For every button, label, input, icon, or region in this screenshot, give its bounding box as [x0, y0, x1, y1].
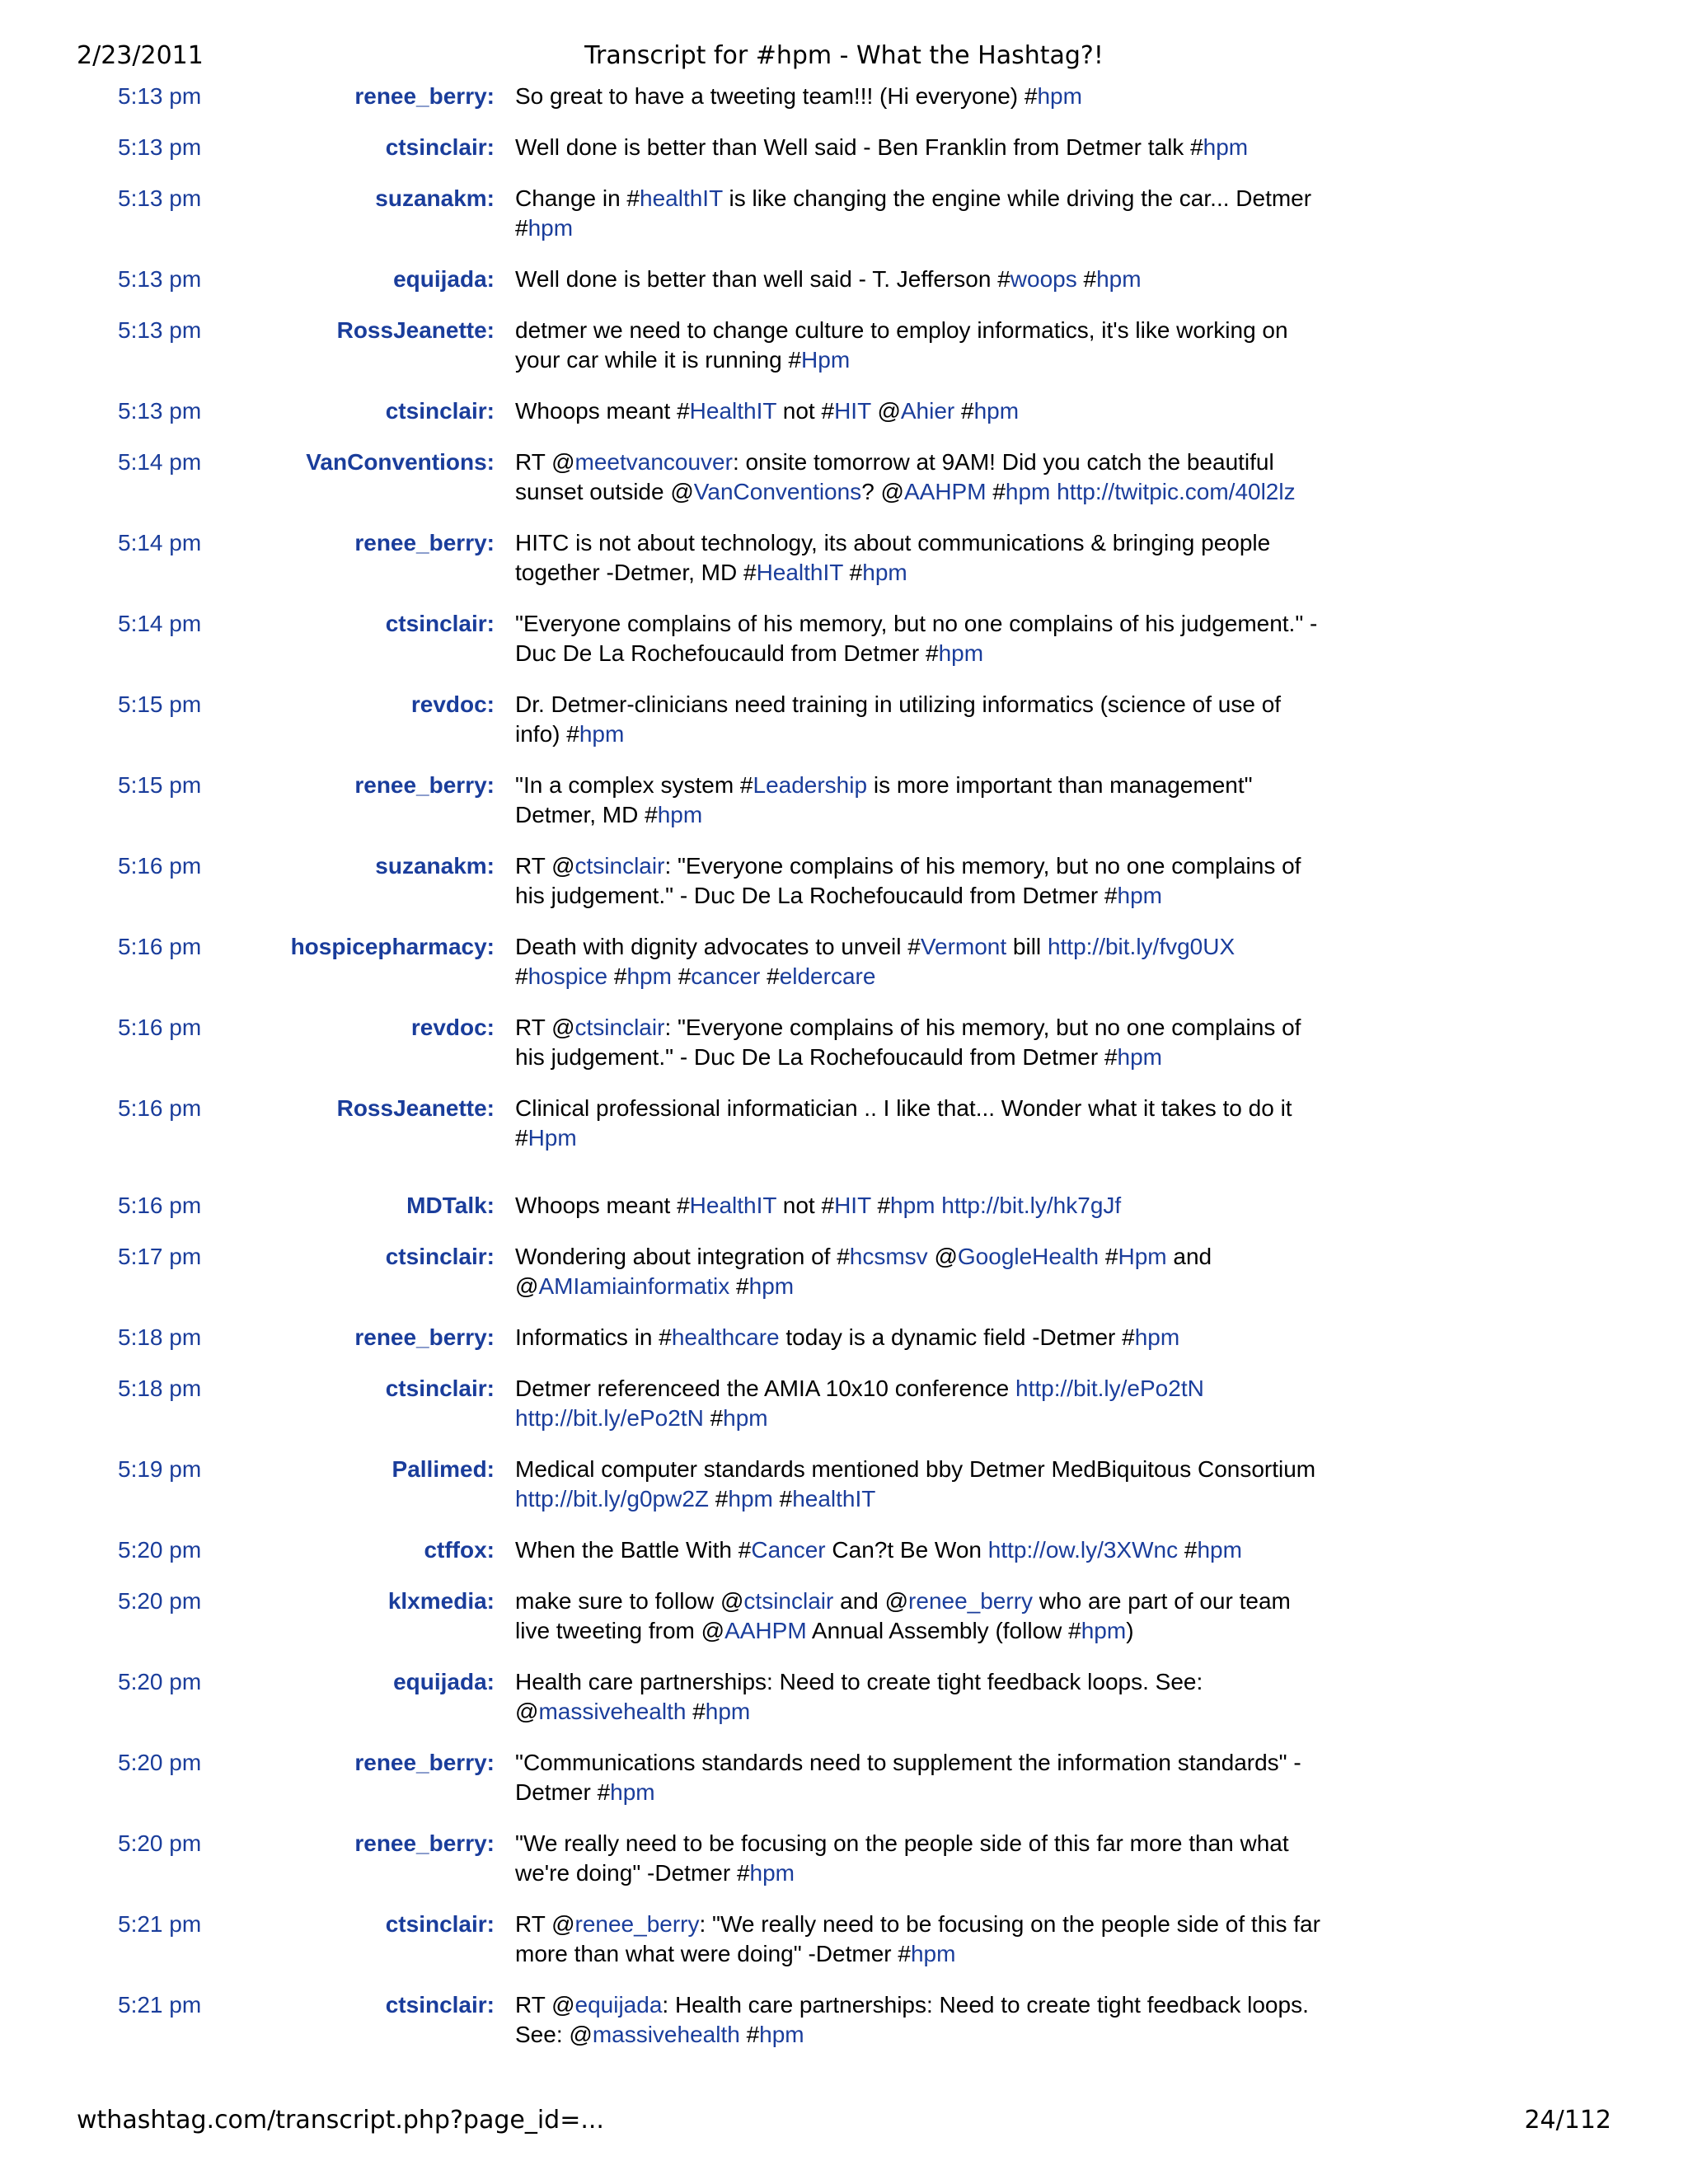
tweet-link[interactable]: healthcare: [671, 1324, 780, 1350]
tweet-link[interactable]: hcsmsv: [849, 1244, 928, 1269]
tweet-row: [0, 932, 1688, 991]
tweet-row: [0, 133, 1688, 162]
tweet-time-link[interactable]: 5:16 pm: [118, 853, 202, 879]
tweet-link[interactable]: http://bit.ly/ePo2tN: [1015, 1376, 1204, 1401]
tweet-message: [515, 1910, 1331, 1969]
tweet-user-link[interactable]: ctsinclair:: [385, 398, 495, 424]
tweet-message: [515, 1535, 1331, 1565]
tweet-text: #: [1099, 1244, 1118, 1269]
tweet-time-link[interactable]: 5:14 pm: [118, 530, 202, 555]
tweet-user-link[interactable]: renee_berry:: [354, 1750, 495, 1775]
tweet-link[interactable]: HIT: [834, 398, 871, 424]
tweet-text: make sure to follow @: [515, 1588, 744, 1614]
tweet-link[interactable]: massivehealth: [538, 1699, 687, 1724]
tweet-text: Detmer referenceed the AMIA 10x10 conference: [515, 1376, 1016, 1401]
tweet-link[interactable]: Hpm: [1118, 1244, 1167, 1269]
tweet-text: RT @: [515, 1992, 575, 2018]
tweet-user-link[interactable]: MDTalk:: [406, 1193, 495, 1218]
tweet-row: [0, 1667, 1688, 1727]
tweet-user-link[interactable]: revdoc:: [410, 1015, 495, 1040]
tweet-message: [515, 133, 1331, 162]
tweet-text: #: [671, 963, 692, 989]
tweet-link[interactable]: hpm: [1117, 1044, 1162, 1070]
tweet-text: #: [842, 560, 863, 585]
tweet-text: who are part of our team live tweeting from @: [515, 1588, 1291, 1643]
tweet-time-link[interactable]: 5:13 pm: [118, 266, 202, 292]
tweet-link[interactable]: hpm: [910, 1941, 956, 1966]
tweet-message: [515, 316, 1331, 375]
tweet-time-link[interactable]: 5:13 pm: [118, 185, 202, 211]
tweet-text: #: [760, 963, 780, 989]
tweet-message: [515, 1323, 1331, 1352]
tweet-text: #: [709, 1486, 729, 1511]
print-date: 2/23/2011: [77, 41, 204, 70]
tweet-link[interactable]: HIT: [834, 1193, 871, 1218]
tweet-link[interactable]: eldercare: [779, 963, 876, 989]
tweet-message: [515, 1829, 1331, 1888]
tweet-message: [515, 932, 1331, 991]
tweet-row: [0, 1094, 1688, 1153]
tweet-text: and @: [833, 1588, 909, 1614]
tweet-time-link[interactable]: 5:20 pm: [118, 1669, 202, 1694]
tweet-text: today is a dynamic field -Detmer #: [779, 1324, 1135, 1350]
tweet-text: Whoops meant #: [515, 398, 690, 424]
tweet-time-link[interactable]: 5:14 pm: [118, 611, 202, 636]
tweet-row: [0, 1013, 1688, 1072]
tweet-link[interactable]: hpm: [728, 1486, 773, 1511]
tweet-row: [0, 1455, 1688, 1514]
tweet-text: bill: [1006, 934, 1048, 959]
tweet-link[interactable]: hpm: [1117, 883, 1162, 908]
tweet-row: [0, 1191, 1688, 1221]
tweet-row: [0, 265, 1688, 294]
tweet-text: RT @: [515, 1911, 575, 1937]
tweet-time-link[interactable]: 5:20 pm: [118, 1588, 202, 1614]
tweet-message: [515, 184, 1331, 243]
tweet-text: Informatics in #: [515, 1324, 672, 1350]
page-url: wthashtag.com/transcript.php?page_id=...: [77, 2106, 604, 2135]
tweet-link[interactable]: hpm: [579, 721, 625, 747]
tweet-text: RT @: [515, 449, 575, 475]
tweet-user-link[interactable]: klxmedia:: [387, 1588, 495, 1614]
tweet-link[interactable]: renee_berry: [574, 1911, 700, 1937]
tweet-link[interactable]: HealthIT: [689, 398, 776, 424]
tweet-text: Annual Assembly (follow #: [806, 1618, 1081, 1643]
tweet-row: [0, 1586, 1688, 1646]
tweet-message: [515, 1667, 1331, 1727]
tweet-link[interactable]: http://bit.ly/fvg0UX: [1047, 934, 1236, 959]
tweet-link[interactable]: ctsinclair: [574, 1015, 665, 1040]
tweet-user-link[interactable]: renee_berry:: [354, 772, 495, 798]
tweet-text: Whoops meant #: [515, 1193, 690, 1218]
tweet-user-link[interactable]: Pallimed:: [392, 1456, 495, 1482]
tweet-link[interactable]: healthIT: [640, 185, 723, 211]
tweet-link[interactable]: hpm: [938, 640, 984, 666]
tweet-message: [515, 82, 1331, 111]
tweet-message: [515, 448, 1331, 507]
tweet-time-link[interactable]: 5:16 pm: [118, 934, 202, 959]
tweet-time-link[interactable]: 5:17 pm: [118, 1244, 202, 1269]
tweet-message: [515, 265, 1331, 294]
tweet-link[interactable]: hpm: [626, 963, 672, 989]
tweet-text: : "Everyone complains of his memory, but no one complains of his judgement." - Duc De La Rochefoucauld from Detmer #: [515, 853, 1301, 908]
tweet-user-link[interactable]: revdoc:: [410, 691, 495, 717]
tweet-time-link[interactable]: 5:19 pm: [118, 1456, 202, 1482]
tweet-text: not #: [776, 1193, 835, 1218]
tweet-link[interactable]: hpm: [1203, 134, 1249, 160]
tweet-row: [0, 690, 1688, 749]
tweet-text: : "Everyone complains of his memory, but no one complains of his judgement." - Duc De La Rochefoucauld from Detmer #: [515, 1015, 1301, 1070]
tweet-row: [0, 1910, 1688, 1969]
tweet-link[interactable]: Leadership: [753, 772, 868, 798]
page-footer: [77, 2106, 1611, 2142]
tweet-link[interactable]: ctsinclair: [743, 1588, 834, 1614]
tweet-link[interactable]: hpm: [973, 398, 1020, 424]
tweet-time-link[interactable]: 5:13 pm: [118, 134, 202, 160]
tweet-row: [0, 528, 1688, 588]
page-number: 24/112: [1524, 2106, 1611, 2135]
tweet-time-link[interactable]: 5:14 pm: [118, 449, 202, 475]
tweet-text: not #: [776, 398, 835, 424]
tweet-link[interactable]: hpm: [749, 1860, 795, 1886]
tweet-link[interactable]: hpm: [890, 1193, 935, 1218]
tweet-text: ): [1126, 1618, 1134, 1643]
tweet-text: #: [954, 398, 974, 424]
tweet-link[interactable]: ctsinclair: [574, 853, 665, 879]
tweet-text: RT @: [515, 853, 575, 879]
tweet-time-link[interactable]: 5:18 pm: [118, 1324, 202, 1350]
tweet-link[interactable]: hpm: [1197, 1537, 1242, 1563]
tweet-user-link[interactable]: ctsinclair:: [385, 1244, 495, 1269]
tweet-link[interactable]: AAHPM: [724, 1618, 807, 1643]
tweet-time-link[interactable]: 5:16 pm: [118, 1015, 202, 1040]
tweet-message: [515, 609, 1331, 668]
tweet-time-link[interactable]: 5:21 pm: [118, 1992, 202, 2018]
tweet-row: [0, 1990, 1688, 2050]
tweet-time-link[interactable]: 5:16 pm: [118, 1095, 202, 1121]
tweet-link[interactable]: woops: [1010, 266, 1077, 292]
tweet-row: [0, 316, 1688, 375]
tweet-text: HITC is not about technology, its about communications & bringing people together -Detmer, MD #: [515, 530, 1271, 585]
tweet-link[interactable]: renee_berry: [908, 1588, 1034, 1614]
tweet-text: @: [927, 1244, 958, 1269]
tweet-message: [515, 396, 1331, 426]
tweet-row: [0, 771, 1688, 830]
tweet-link[interactable]: http://bit.ly/hk7gJf: [941, 1193, 1122, 1218]
tweet-link[interactable]: hpm: [1134, 1324, 1180, 1350]
tweet-link[interactable]: Hpm: [801, 347, 851, 373]
tweet-text: is like changing the engine while driving the car... Detmer #: [515, 185, 1312, 241]
tweet-user-link[interactable]: VanConventions:: [306, 449, 495, 475]
tweet-text: : onsite tomorrow at 9AM! Did you catch the beautiful sunset outside @: [515, 449, 1274, 504]
tweet-message: [515, 1455, 1331, 1514]
tweet-text: Well done is better than Well said - Ben Franklin from Detmer talk #: [515, 134, 1203, 160]
tweet-text: [1050, 479, 1057, 504]
tweet-row: [0, 1829, 1688, 1888]
tweet-text: #: [986, 479, 1006, 504]
tweet-message: [515, 771, 1331, 830]
tweet-link[interactable]: Hpm: [528, 1125, 577, 1151]
tweet-user-link[interactable]: suzanakm:: [375, 853, 495, 879]
tweet-time-link[interactable]: 5:13 pm: [118, 398, 202, 424]
tweet-link[interactable]: hpm: [1081, 1618, 1127, 1643]
tweet-time-link[interactable]: 5:18 pm: [118, 1376, 202, 1401]
tweet-link[interactable]: hpm: [759, 2022, 804, 2047]
page-header: [77, 41, 1611, 77]
tweet-message: [515, 1094, 1331, 1153]
tweet-text: #: [739, 2022, 760, 2047]
tweet-time-link[interactable]: 5:20 pm: [118, 1750, 202, 1775]
tweet-text: : "We really need to be focusing on the people side of this far more than what were doing" -Detmer #: [515, 1911, 1320, 1966]
tweet-link[interactable]: http://ow.ly/3XWnc: [987, 1537, 1179, 1563]
tweet-text: Can?t Be Won: [825, 1537, 988, 1563]
tweet-link[interactable]: HealthIT: [756, 560, 843, 585]
tweet-user-link[interactable]: ctsinclair:: [385, 1911, 495, 1937]
tweet-message: [515, 1013, 1331, 1072]
tweet-link[interactable]: HealthIT: [689, 1193, 776, 1218]
tweet-link[interactable]: hospice: [528, 963, 608, 989]
tweet-user-link[interactable]: ctsinclair:: [385, 1376, 495, 1401]
tweet-text: Change in #: [515, 185, 640, 211]
tweet-text: "Everyone complains of his memory, but no one complains of his judgement." - Duc De La Rochefoucauld from Detmer #: [515, 611, 1318, 666]
tweet-message: [515, 1374, 1331, 1433]
tweet-link[interactable]: VanConventions: [693, 479, 862, 504]
tweet-time-link[interactable]: 5:15 pm: [118, 772, 202, 798]
tweet-link[interactable]: equijada: [574, 1992, 663, 2018]
tweet-time-link[interactable]: 5:21 pm: [118, 1911, 202, 1937]
tweet-user-link[interactable]: RossJeanette:: [336, 317, 495, 343]
tweet-row: [0, 82, 1688, 111]
tweet-message: [515, 1242, 1331, 1301]
tweet-time-link[interactable]: 5:20 pm: [118, 1830, 202, 1856]
tweet-text: #: [515, 963, 528, 989]
tweet-link[interactable]: hpm: [862, 560, 907, 585]
tweet-user-link[interactable]: equijada:: [393, 1669, 495, 1694]
tweet-time-link[interactable]: 5:20 pm: [118, 1537, 202, 1563]
tweet-text: Death with dignity advocates to unveil #: [515, 934, 921, 959]
tweet-message: [515, 1990, 1331, 2050]
transcript-list: [0, 82, 1688, 2071]
tweet-text: ? @: [861, 479, 904, 504]
tweet-text: #: [686, 1699, 706, 1724]
tweet-link[interactable]: http://twitpic.com/40l2lz: [1057, 479, 1296, 504]
tweet-row: [0, 1242, 1688, 1301]
tweet-link[interactable]: Vermont: [920, 934, 1007, 959]
tweet-link[interactable]: massivehealth: [592, 2022, 740, 2047]
tweet-link[interactable]: AAHPM: [903, 479, 987, 504]
tweet-user-link[interactable]: equijada:: [393, 266, 495, 292]
tweet-text: "In a complex system #: [515, 772, 753, 798]
tweet-message: [515, 690, 1331, 749]
tweet-link[interactable]: hpm: [528, 215, 574, 241]
tweet-text: #: [607, 963, 627, 989]
tweet-message: [515, 1191, 1331, 1221]
tweet-link[interactable]: AMIamiainformatix: [538, 1273, 730, 1299]
tweet-text: Clinical professional informatician .. I like that... Wonder what it takes to do it #: [515, 1095, 1292, 1151]
tweet-user-link[interactable]: renee_berry:: [354, 1324, 495, 1350]
tweet-text: So great to have a tweeting team!!! (Hi everyone) #: [515, 83, 1038, 109]
tweet-text: "Communications standards need to supplement the information standards" -Detmer #: [515, 1750, 1301, 1805]
tweet-link[interactable]: Ahier: [900, 398, 955, 424]
tweet-link[interactable]: hpm: [1037, 83, 1082, 109]
tweet-row: [0, 184, 1688, 243]
tweet-link[interactable]: hpm: [1005, 479, 1051, 504]
tweet-user-link[interactable]: renee_berry:: [354, 530, 495, 555]
tweet-text: and @: [515, 1244, 1212, 1299]
tweet-text: Health care partnerships: Need to create tight feedback loops. See: @: [515, 1669, 1203, 1724]
tweet-user-link[interactable]: hospicepharmacy:: [290, 934, 495, 959]
tweet-link[interactable]: hpm: [723, 1405, 768, 1431]
tweet-user-link[interactable]: suzanakm:: [375, 185, 495, 211]
tweet-text: #: [1178, 1537, 1198, 1563]
tweet-message: [515, 1586, 1331, 1646]
tweet-user-link[interactable]: renee_berry:: [354, 1830, 495, 1856]
tweet-text: : Health care partnerships: Need to create tight feedback loops. See: @: [515, 1992, 1309, 2047]
tweet-user-link[interactable]: RossJeanette:: [336, 1095, 495, 1121]
tweet-text: @: [870, 398, 901, 424]
tweet-row: [0, 396, 1688, 426]
tweet-time-link[interactable]: 5:13 pm: [118, 83, 202, 109]
page-title: Transcript for #hpm - What the Hashtag?!: [584, 41, 1104, 70]
tweet-user-link[interactable]: ctffox:: [424, 1537, 495, 1563]
tweet-link[interactable]: hpm: [1096, 266, 1142, 292]
tweet-user-link[interactable]: ctsinclair:: [385, 1992, 495, 2018]
tweet-text: Dr. Detmer-clinicians need training in utilizing informatics (science of use of info) #: [515, 691, 1282, 747]
tweet-text: "We really need to be focusing on the people side of this far more than what we're doing" -Detmer #: [515, 1830, 1289, 1886]
tweet-time-link[interactable]: 5:16 pm: [118, 1193, 202, 1218]
tweet-row: [0, 1535, 1688, 1565]
tweet-row: [0, 609, 1688, 668]
tweet-link[interactable]: http://bit.ly/ePo2tN: [515, 1405, 704, 1431]
tweet-text: #: [729, 1273, 749, 1299]
tweet-message: [515, 851, 1331, 911]
tweet-row: [0, 1323, 1688, 1352]
tweet-link[interactable]: Cancer: [751, 1537, 826, 1563]
tweet-user-link[interactable]: ctsinclair:: [385, 611, 495, 636]
tweet-message: [515, 528, 1331, 588]
tweet-link[interactable]: http://bit.ly/g0pw2Z: [515, 1486, 710, 1511]
tweet-link[interactable]: hpm: [657, 802, 703, 827]
tweet-text: #: [772, 1486, 793, 1511]
tweet-text: When the Battle With #: [515, 1537, 752, 1563]
tweet-text: #: [870, 1193, 891, 1218]
tweet-link[interactable]: hpm: [610, 1779, 655, 1805]
tweet-user-link[interactable]: renee_berry:: [354, 83, 495, 109]
tweet-time-link[interactable]: 5:13 pm: [118, 317, 202, 343]
tweet-link[interactable]: healthIT: [792, 1486, 876, 1511]
tweet-link[interactable]: hpm: [748, 1273, 795, 1299]
tweet-text: #: [703, 1405, 724, 1431]
tweet-text: Well done is better than well said - T. Jefferson #: [515, 266, 1010, 292]
tweet-link[interactable]: hpm: [705, 1699, 751, 1724]
tweet-user-link[interactable]: ctsinclair:: [385, 134, 495, 160]
tweet-text: Wondering about integration of #: [515, 1244, 850, 1269]
tweet-link[interactable]: cancer: [691, 963, 761, 989]
tweet-row: [0, 851, 1688, 911]
tweet-time-link[interactable]: 5:15 pm: [118, 691, 202, 717]
tweet-row: [0, 1374, 1688, 1433]
tweet-link[interactable]: GoogleHealth: [957, 1244, 1100, 1269]
tweet-row: [0, 1748, 1688, 1807]
tweet-text: Medical computer standards mentioned bby Detmer MedBiquitous Consortium: [515, 1456, 1316, 1482]
tweet-text: #: [1076, 266, 1097, 292]
tweet-row: [0, 448, 1688, 507]
tweet-text: RT @: [515, 1015, 575, 1040]
tweet-link[interactable]: meetvancouver: [574, 449, 733, 475]
tweet-text: is more important than management" Detmer, MD #: [515, 772, 1253, 827]
tweet-message: [515, 1748, 1331, 1807]
tweet-text: detmer we need to change culture to employ informatics, it's like working on your car while it is running #: [515, 317, 1288, 373]
